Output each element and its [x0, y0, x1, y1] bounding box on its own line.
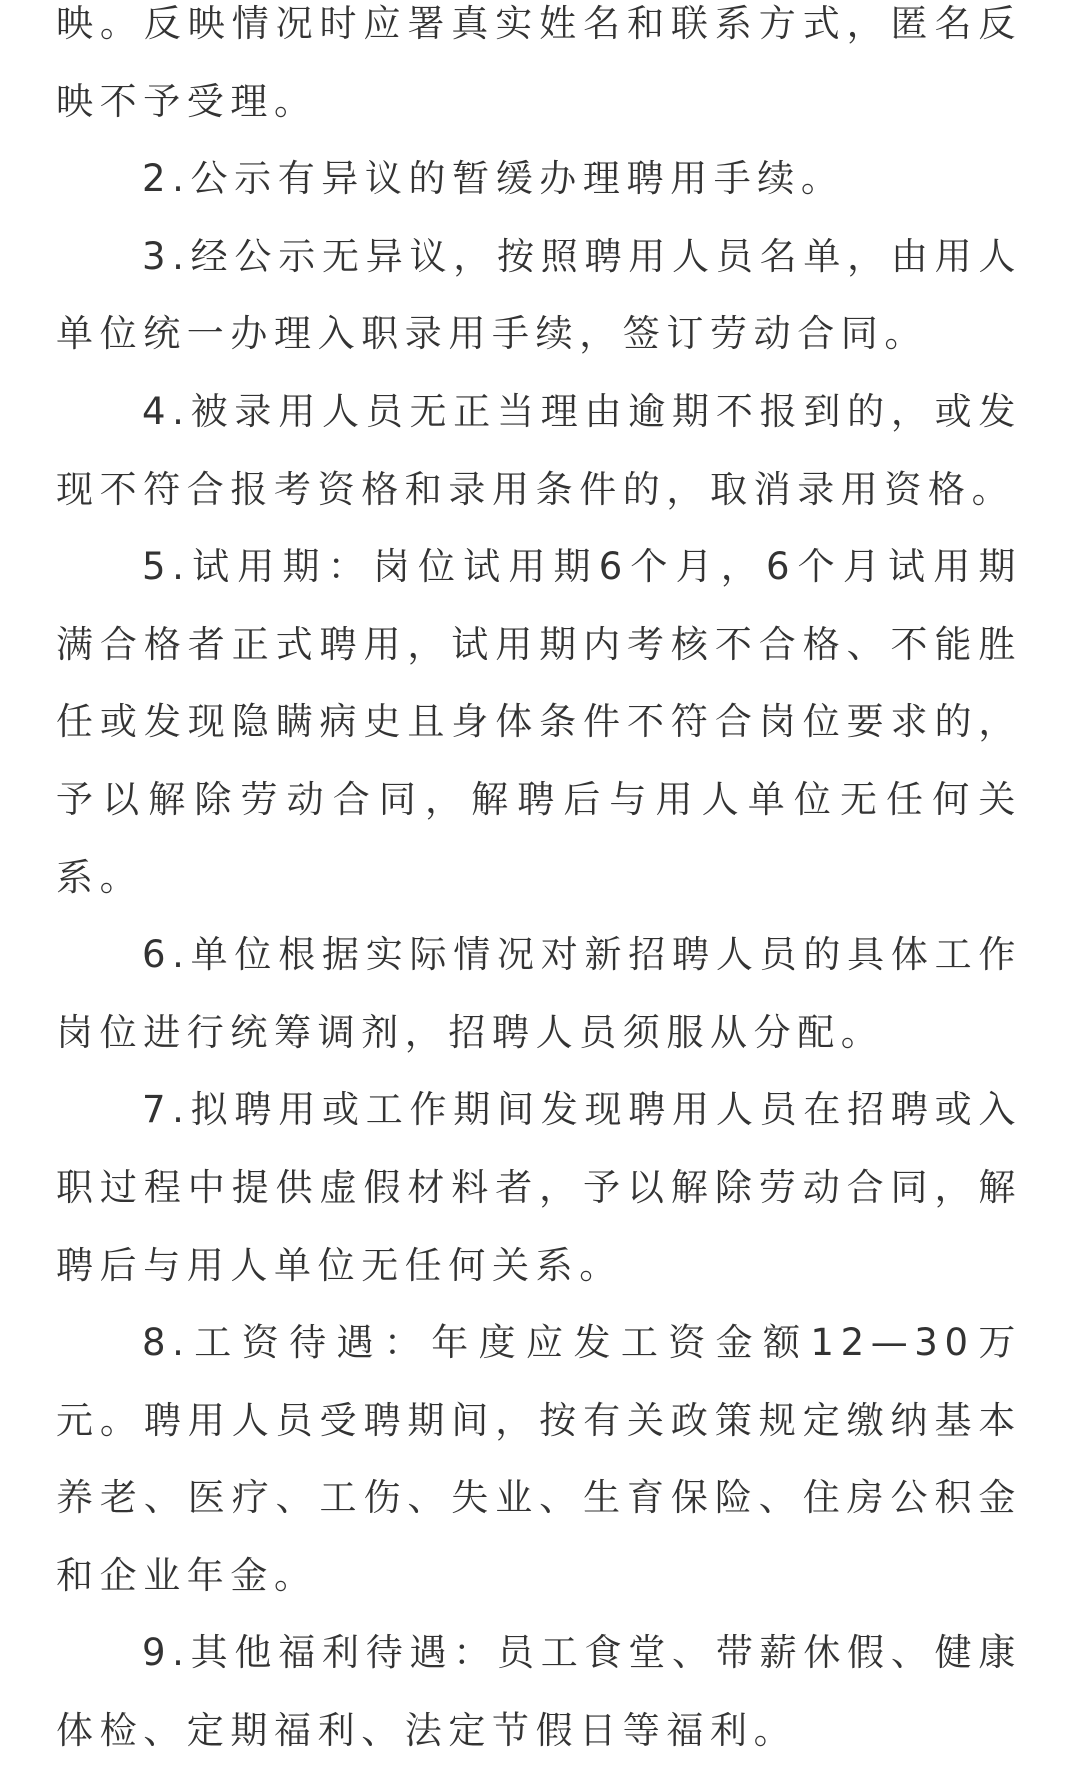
paragraph-item-6: 6.单位根据实际情况对新招聘人员的具体工作岗位进行统筹调剂，招聘人员须服从分配。 — [56, 933, 1022, 1054]
paragraph-item-2: 2.公示有异议的暂缓办理聘用手续。 — [142, 157, 845, 201]
article-body — [56, 0, 1022, 1770]
paragraph-item-5: 5.试用期：岗位试用期6个月，6个月试用期满合格者正式聘用，试用期内考核不合格、不能胜任或发现隐瞒病史且身体条件不符合岗位要求的，予以解除劳动合同，解聘后与用人单位无任何关系。 — [56, 545, 1022, 899]
paragraph-item-8: 8.工资待遇：年度应发工资金额12—30万元。聘用人员受聘期间，按有关政策规定缴纳基本养老、医疗、工伤、失业、生育保险、住房公积金和企业年金。 — [56, 1321, 1022, 1597]
paragraph-continuation: 映。反映情况时应署真实姓名和联系方式，匿名反映不予受理。 — [56, 2, 1022, 123]
paragraph-item-7: 7.拟聘用或工作期间发现聘用人员在招聘或入职过程中提供虚假材料者，予以解除劳动合同，解聘后与用人单位无任何关系。 — [56, 1088, 1022, 1287]
paragraph-item-3: 3.经公示无异议，按照聘用人员名单，由用人单位统一办理入职录用手续，签订劳动合同。 — [56, 234, 1022, 356]
paragraph-item-4: 4.被录用人员无正当理由逾期不报到的，或发现不符合报考资格和录用条件的，取消录用资格。 — [56, 389, 1022, 511]
paragraph-item-9: 9.其他福利待遇：员工食堂、带薪休假、健康体检、定期福利、法定节假日等福利。 — [56, 1631, 1022, 1753]
